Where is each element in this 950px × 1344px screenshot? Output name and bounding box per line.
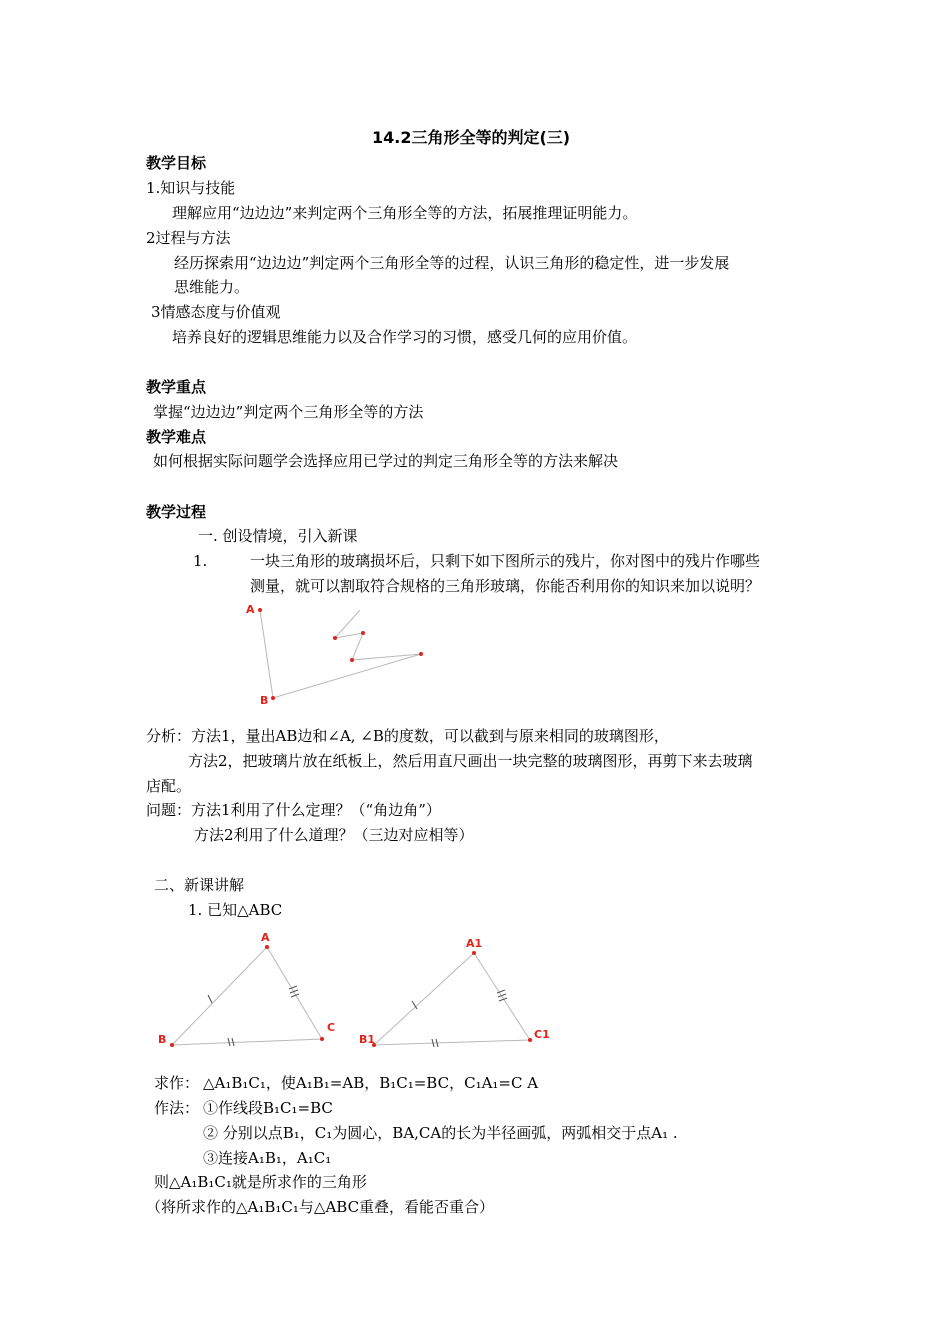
broken-glass-figure [240, 600, 440, 710]
construct-label: 求作： [154, 1074, 200, 1092]
vertex-point [320, 1037, 324, 1041]
triangle-figure [150, 925, 560, 1055]
vertex-label-b: B [260, 694, 269, 707]
vertex-point [333, 636, 337, 640]
vertex-label-c: C [327, 1021, 336, 1034]
vertex-point [419, 652, 423, 656]
tick-mark-bc [228, 1038, 230, 1046]
objective-2-title: 2过程与方法 [146, 229, 231, 247]
vertex-label-b1: B1 [359, 1033, 376, 1046]
question-1-number: 1. [193, 552, 208, 570]
objective-3-text: 培养良好的逻辑思维能力以及合作学习的习惯，感受几何的应用价值。 [172, 328, 638, 346]
section-1-title: 一. 创设情境，引入新课 [198, 527, 358, 545]
objective-1-text: 理解应用“边边边”来判定两个三角形全等的方法，拓展推理证明能力。 [172, 204, 638, 222]
analysis-line1: 分析：方法1，量出AB边和∠A, ∠B的度数，可以截到与原来相同的玻璃图形， [146, 727, 669, 745]
vertex-point [258, 608, 262, 612]
triangle-a1b1c1 [374, 953, 530, 1045]
construction-step-2: ② 分别以点B₁，C₁为圆心，BA,CA的长为半径画弧，两弧相交于点A₁ . [203, 1124, 678, 1142]
objective-3-title: 3情感态度与价值观 [151, 303, 281, 321]
tick-mark-bc [232, 1038, 234, 1046]
key-point-heading: 教学重点 [146, 378, 207, 396]
question-method-2: 方法2利用了什么道理？（三边对应相等） [194, 826, 474, 844]
construction-step-1: ①作线段B₁C₁=BC [203, 1099, 333, 1117]
objective-2-text-line2: 思维能力。 [174, 278, 250, 296]
vertex-point [472, 951, 476, 955]
vertex-point [271, 696, 275, 700]
difficulty-text: 如何根据实际问题学会选择应用已学过的判定三角形全等的方法来解决 [153, 452, 619, 470]
vertex-point [170, 1043, 174, 1047]
vertex-label-a1: A1 [466, 937, 483, 950]
construct-text: △A₁B₁C₁，使A₁B₁=AB，B₁C₁=BC，C₁A₁=C A [203, 1074, 539, 1092]
section-2-title: 二、新课讲解 [154, 876, 245, 894]
tick-mark-ab [208, 995, 212, 1003]
objective-2-text-line1: 经历探索用“边边边”判定两个三角形全等的过程，认识三角形的稳定性，进一步发展 [174, 254, 730, 272]
objective-1-title: 1.知识与技能 [146, 179, 236, 197]
vertex-point [350, 658, 354, 662]
question-method-1: 问题：方法1利用了什么定理？（“角边角”） [146, 801, 441, 819]
triangle-abc [172, 947, 322, 1045]
analysis-line2: 方法2，把玻璃片放在纸板上，然后用直尺画出一块完整的玻璃图形，再剪下来去玻璃 [188, 752, 753, 770]
vertex-point [361, 631, 365, 635]
glass-shard-outline [260, 610, 421, 698]
analysis-line3: 店配。 [146, 777, 192, 795]
objectives-heading: 教学目标 [146, 154, 207, 172]
vertex-label-a: A [246, 603, 255, 616]
method-label: 作法： [154, 1099, 200, 1117]
construction-conclusion: 则△A₁B₁C₁就是所求作的三角形 [154, 1173, 367, 1191]
key-point-text: 掌握“边边边”判定两个三角形全等的方法 [153, 403, 424, 421]
construction-note: （将所求作的△A₁B₁C₁与△ABC重叠，看能否重合） [146, 1198, 495, 1216]
vertex-label-a: A [261, 931, 270, 944]
vertex-label-c1: C1 [534, 1028, 550, 1041]
process-heading: 教学过程 [146, 503, 207, 521]
vertex-point [528, 1038, 532, 1042]
vertex-point [265, 945, 269, 949]
question-1-line1: 一块三角形的玻璃损坏后，只剩下如下图所示的残片，你对图中的残片作哪些 [250, 552, 761, 570]
construction-step-3: ③连接A₁B₁，A₁C₁ [203, 1149, 332, 1167]
given-triangle-text: 1. 已知△ABC [188, 901, 283, 919]
difficulty-heading: 教学难点 [146, 428, 207, 446]
page-title: 14.2三角形全等的判定(三) [372, 128, 571, 147]
vertex-label-b: B [158, 1033, 167, 1046]
question-1-line2: 测量，就可以割取符合规格的三角形玻璃，你能否利用你的知识来加以说明？ [250, 577, 761, 595]
